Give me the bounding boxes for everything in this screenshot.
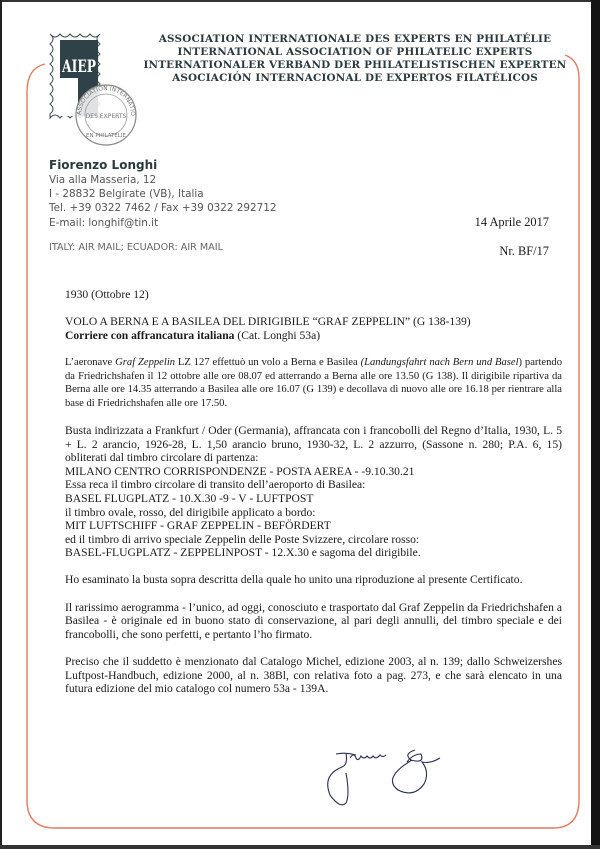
p1-text-c: LZ 127 effettuò un volo a Berna e Basilea — [175, 356, 361, 368]
certificate-body — [65, 288, 562, 696]
org-name-en: INTERNATIONAL ASSOCIATION OF PHILATELIC EXPERTS — [177, 46, 533, 58]
p1-italic-zeppelin: Graf Zeppelin — [115, 356, 176, 368]
certificate-subtitle — [65, 329, 562, 343]
seal-text-top: ASSOCIATION INTERNATIO — [75, 84, 137, 117]
paragraph-examined: Ho esaminato la busta sopra descritta della quale ho unito una riproduzione al presente Certificato. — [65, 573, 523, 587]
postmark-line: MIT LUFTSCHIFF - GRAF ZEPPELIN - BEFÖRDERT — [65, 519, 331, 533]
subtitle-bold: Corriere con affrancatura italiana — [65, 328, 235, 342]
sender-address-2: I - 28832 Belgirate (VB), Italia — [49, 188, 204, 201]
logo-text: AIEP — [61, 57, 97, 77]
postmark-line: BASEL-FLUGPLATZ - ZEPPELINPOST - 12.X.30 e sagoma del dirigibile. — [65, 546, 421, 560]
org-name-fr: ASSOCIATION INTERNATIONALE DES EXPERTS EN PHILATÉLIE — [158, 33, 552, 45]
expertise-categories: ITALY: AIR MAIL; ECUADOR: AIR MAIL — [49, 242, 223, 253]
handwritten-signature — [320, 748, 460, 813]
p1-text-e: ) partendo da Friedrichshafen il 12 ottobre alle ore 08.07 ed atterrando a Berna alle ore 13.50 (G 138). Il dirigibile ripartiva da Berna alle ore 14.35 atterrando a Basilea alle ore 16.07 (G 139) e decollava di nuovo alle ore 16.18 per rientrare alla base di Friedrichshafen alle ore 17.50. — [65, 356, 562, 409]
p1-italic-landungsfahrt: (Landungsfahrt nach Bern und Basel — [360, 356, 519, 368]
postmark-line: BASEL FLUGPLATZ - 10.X.30 -9 - V - LUFTPOST — [65, 491, 314, 505]
seal-text-bottom: EN PHILATÉLIE — [86, 133, 126, 139]
sender-phone: Tel. +39 0322 7462 / Fax +39 0322 292712 — [49, 202, 277, 215]
sender-email: E-mail: longhif@tin.it — [49, 216, 159, 229]
org-name-es: ASOCIACIÓN INTERNACIONAL DE EXPERTOS FILATÉLICOS — [172, 72, 538, 84]
sender-name: Fiorenzo Longhi — [49, 158, 158, 172]
postmark-line: Essa reca il timbro circolare di transito dell’aeroporto di Basilea: — [65, 478, 366, 492]
certificate-title: VOLO A BERNA E A BASILEA DEL DIRIGIBILE “GRAF ZEPPELIN” (G 138-139) — [65, 315, 471, 329]
paragraph-envelope: Busta indirizzata a Frankfurt / Oder (Germania), affrancata con i francobolli del Regno d’Italia, 1930, L. 5 + L. 2 arancio, 1926-28, L. 1,50 arancio bruno, 1930-32, L. 2 azzurro, (Sassone n. 280; P.A. 6, 15) obliterati dal timbro circolare di partenza: — [65, 423, 562, 465]
paragraph-flight — [65, 356, 562, 410]
sender-block — [49, 157, 276, 230]
p1-text-a: L’aeronave — [65, 356, 116, 368]
postmark-line: MILANO CENTRO CORRISPONDENZE - POSTA AEREA - -9.10.30.21 — [65, 464, 415, 478]
org-name-de: INTERNATIONALER VERBAND DER PHILATELISTISCHEN EXPERTEN — [143, 59, 567, 71]
sender-address-1: Via alla Masseria, 12 — [49, 174, 157, 186]
subtitle-rest: (Cat. Longhi 53a) — [234, 328, 321, 342]
seal-text-middle: DES EXPERTS — [85, 113, 127, 120]
organization-names — [110, 33, 600, 85]
paragraph-references: Preciso che il suddetto è menzionato dal Catalogo Michel, edizione 2003, al n. 139; dallo Schweizershes Luftpost-Handbuch, edizione 2000, al n. 38Bl, con relativa foto a pag. 273, e che sarà elencato in una futura edizione del mio catalogo col numero 53a - 139A. — [65, 655, 562, 696]
postmark-line: il timbro ovale, rosso, del dirigibile applicato a bordo: — [65, 505, 316, 519]
certificate-number: Nr. BF/17 — [499, 244, 549, 258]
letter-date: 14 Aprile 2017 — [474, 215, 549, 229]
paragraph-opinion: Il rarissimo aerogramma - l’unico, ad oggi, conosciuto e trasportato dal Graf Zeppelin da Friedrichshafen a Basilea - è originale ed in buono stato di conservazione, al pari degli annulli, del timbro speciale e dei francobolli, che sono perfetti, e pertanto l’ho firmato. — [65, 600, 562, 641]
date-line: 1930 (Ottobre 12) — [65, 288, 149, 301]
postmark-line: ed il timbro di arrivo speciale Zeppelin delle Poste Svizzere, circolare rosso: — [65, 532, 420, 546]
